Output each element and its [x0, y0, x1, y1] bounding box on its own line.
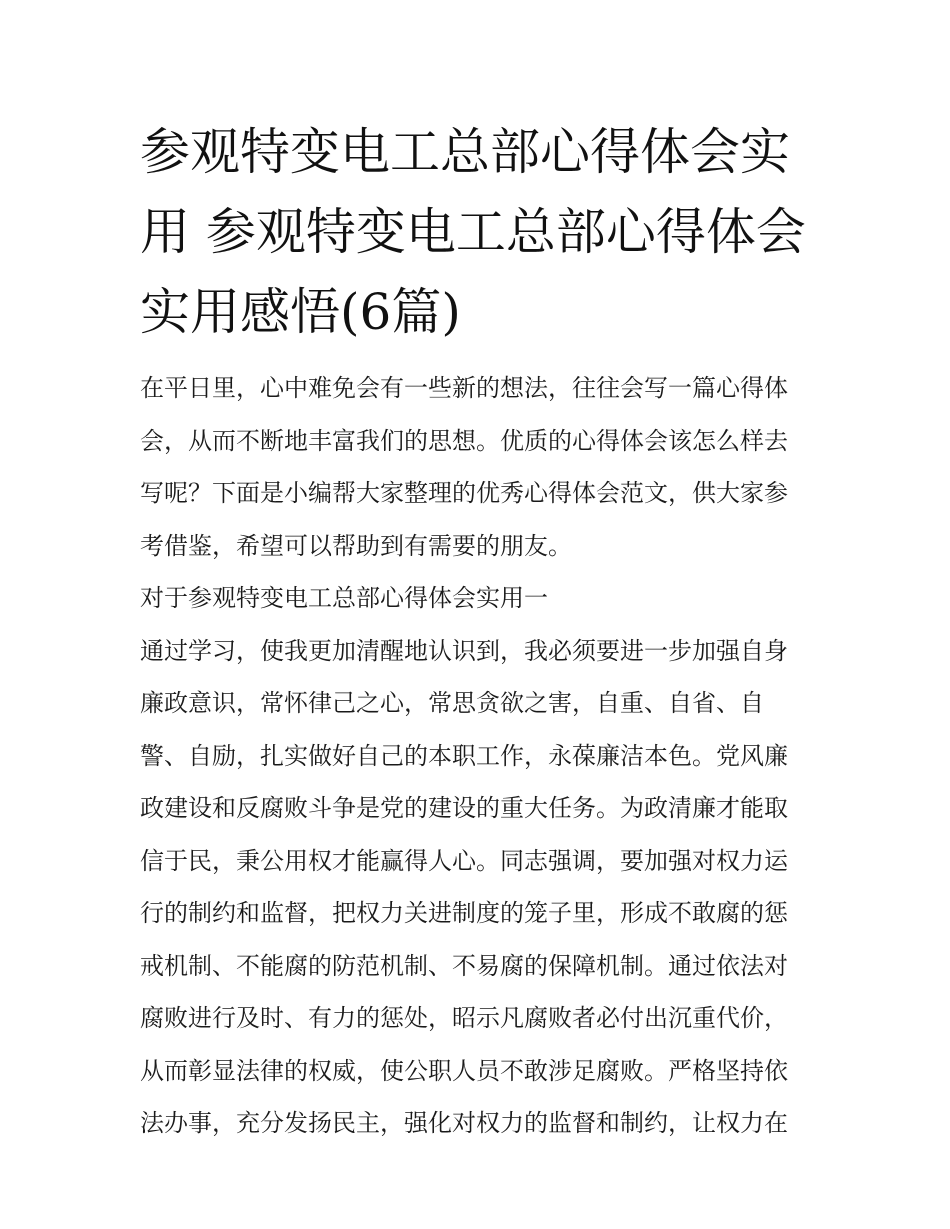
intro-paragraph	[140, 362, 812, 572]
intro-line: 在平日里，心中难免会有一些新的想法，往往会写一篇心得体	[140, 374, 788, 402]
section-line: 廉政意识，常怀律己之心，常思贪欲之害，自重、自省、自	[140, 689, 764, 717]
title-line: 实用感悟(6篇)	[140, 283, 461, 341]
section-line: 信于民，秉公用权才能赢得人心。同志强调，要加强对权力运	[140, 846, 788, 875]
section-paragraph	[140, 625, 812, 1150]
section-line: 法办事，充分发扬民主，强化对权力的监督和制约，让权力在	[140, 1109, 788, 1137]
intro-line: 写呢？下面是小编帮大家整理的优秀心得体会范文，供大家参	[140, 479, 788, 507]
section-heading-text: 对于参观特变电工总部心得体会实用一	[140, 584, 548, 612]
section-line: 从而彰显法律的权威，使公职人员不敢涉足腐败。严格坚持依	[140, 1056, 788, 1085]
document-content	[140, 112, 812, 1150]
section-heading	[140, 572, 812, 625]
title-line: 用 参观特变电工总部心得体会	[140, 203, 806, 261]
intro-line: 考借鉴，希望可以帮助到有需要的朋友。	[140, 531, 572, 560]
title-line: 参观特变电工总部心得体会实	[140, 123, 790, 181]
section-line: 政建设和反腐败斗争是党的建设的重大任务。为政清廉才能取	[140, 794, 788, 822]
section-line: 行的制约和监督，把权力关进制度的笼子里，形成不敢腐的惩	[140, 899, 788, 927]
section-line: 戒机制、不能腐的防范机制、不易腐的保障机制。通过依法对	[140, 951, 788, 980]
section-line: 警、自励，扎实做好自己的本职工作，永葆廉洁本色。党风廉	[140, 741, 788, 770]
document-title	[140, 112, 812, 352]
section-line: 通过学习，使我更加清醒地认识到，我必须要进一步加强自身	[140, 636, 788, 665]
intro-line: 会，从而不断地丰富我们的思想。优质的心得体会该怎么样去	[140, 426, 788, 455]
section-line: 腐败进行及时、有力的惩处，昭示凡腐败者必付出沉重代价，	[140, 1004, 788, 1032]
